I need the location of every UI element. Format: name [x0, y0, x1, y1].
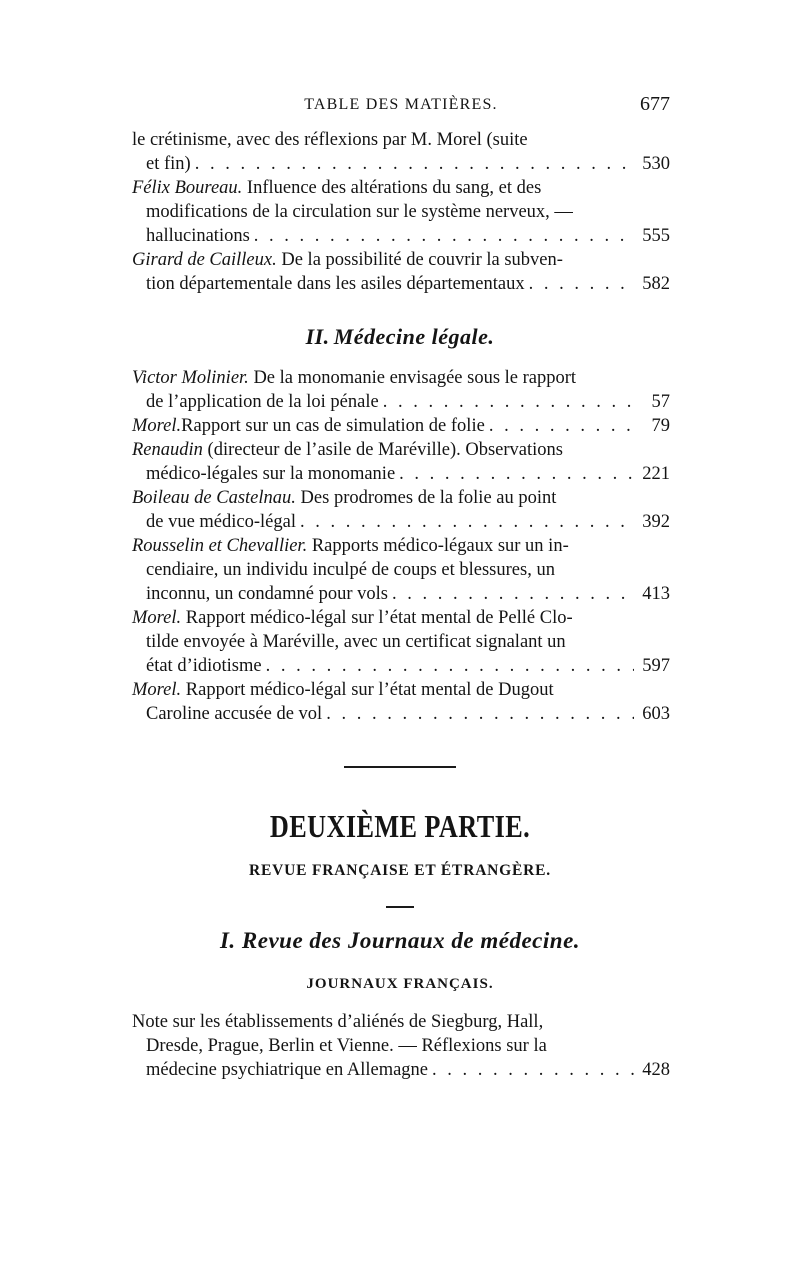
toc-entry — [132, 176, 670, 248]
entry-page: 597 — [642, 656, 670, 676]
entry-author: Boileau de Castelnau. — [132, 488, 296, 508]
leader-dots — [383, 390, 634, 414]
entry-page: 392 — [642, 512, 670, 532]
page-number: 677 — [640, 93, 670, 115]
entry-page: 221 — [642, 464, 670, 484]
toc-entry — [132, 534, 670, 606]
part-subtitle: REVUE FRANÇAISE ET ÉTRANGÈRE. — [249, 862, 551, 879]
toc-entry — [132, 438, 670, 486]
entry-title-end: Caroline accusée de vol — [146, 704, 323, 724]
entry-author: Morel. — [132, 680, 182, 700]
entry-line: Dresde, Prague, Berlin et Vienne. — Réflexions sur la — [146, 1036, 547, 1056]
section-title: I. Revue des Journaux de médecine. — [219, 928, 581, 953]
entry-title-end: état d’idiotisme — [146, 656, 262, 676]
entry-text: Rapport médico-légal sur l’état mental de Pellé Clo- — [181, 608, 573, 628]
leader-dots — [254, 224, 634, 248]
toc-entry — [132, 128, 670, 176]
entry-page: 603 — [642, 704, 670, 724]
entry-title-end: inconnu, un condamné pour vols — [146, 584, 388, 604]
entry-text: (directeur de l’asile de Maréville). Observations — [202, 440, 563, 460]
leader-dots — [392, 582, 634, 606]
entry-page: 413 — [642, 584, 670, 604]
toc-entry — [132, 606, 670, 678]
entry-page: 530 — [642, 154, 670, 174]
section-heading-revue — [0, 928, 800, 954]
entry-text: De la monomanie envisagée sous le rapport — [248, 368, 577, 388]
entry-line: cendiaire, un individu inculpé de coups et blessures, un — [146, 560, 555, 580]
entry-line: le crétinisme, avec des réflexions par M. Morel (suite — [132, 130, 528, 150]
toc-entry — [132, 414, 670, 438]
entry-author: Victor Molinier. — [132, 368, 249, 388]
section-number: II. — [305, 324, 330, 349]
leader-dots — [432, 1058, 634, 1082]
toc-entry — [132, 1010, 670, 1082]
divider-rule — [344, 766, 456, 768]
entry-line: Note sur les établissements d’aliénés de Siegburg, Hall, — [132, 1012, 544, 1032]
entry-title-end: et fin) — [146, 154, 191, 174]
entry-author: Rousselin et Chevallier. — [132, 536, 308, 556]
toc-entry — [132, 366, 670, 414]
entry-text: Rapport médico-légal sur l’état mental de Dugout — [181, 680, 554, 700]
section-title: Médecine légale. — [333, 324, 495, 349]
entry-line: tilde envoyée à Maréville, avec un certificat signalant un — [146, 632, 566, 652]
entry-text: Influence des altérations du sang, et des — [242, 178, 542, 198]
entry-text: Des prodromes de la folie au point — [295, 488, 557, 508]
entry-text: Rapports médico-légaux sur un in- — [307, 536, 569, 556]
section-heading-medecine-legale — [0, 324, 800, 350]
leader-dots — [489, 414, 634, 438]
toc-block-2 — [132, 366, 670, 726]
entry-page: 555 — [642, 226, 670, 246]
subsection-heading: JOURNAUX FRANÇAIS. — [306, 976, 494, 992]
toc-entry — [132, 678, 670, 726]
running-header — [132, 93, 670, 122]
entry-title-end: Rapport sur un cas de simulation de folie — [181, 416, 485, 436]
entry-page: 428 — [642, 1060, 670, 1080]
leader-dots — [326, 702, 634, 726]
entry-page: 582 — [642, 274, 670, 294]
entry-title-end: de vue médico-légal — [146, 512, 296, 532]
part-title: DEUXIÈME PARTIE. — [269, 808, 531, 844]
running-title: TABLE DES MATIÈRES. — [304, 96, 498, 113]
entry-author: Félix Boureau. — [132, 178, 243, 198]
entry-author: Morel. — [132, 416, 182, 436]
short-divider — [386, 906, 414, 908]
leader-dots — [266, 654, 634, 678]
toc-block-3 — [132, 1010, 670, 1082]
leader-dots — [300, 510, 634, 534]
entry-author: Morel. — [132, 608, 182, 628]
toc-entry — [132, 248, 670, 296]
entry-author: Girard de Cailleux. — [132, 250, 277, 270]
entry-page: 57 — [651, 392, 670, 412]
entry-text: De la possibilité de couvrir la subven- — [276, 250, 563, 270]
entry-title-end: médecine psychiatrique en Allemagne — [146, 1060, 429, 1080]
leader-dots — [195, 152, 634, 176]
entry-title-end: médico-légales sur la monomanie — [146, 464, 396, 484]
toc-entry — [132, 486, 670, 534]
entry-page: 79 — [651, 416, 670, 436]
entry-author: Renaudin — [132, 440, 203, 460]
toc-block-1 — [132, 128, 670, 296]
leader-dots — [529, 272, 634, 296]
entry-title-end: hallucinations — [146, 226, 250, 246]
entry-title-end: tion départementale dans les asiles départementaux — [146, 274, 525, 294]
entry-line: modifications de la circulation sur le système nerveux, — — [146, 202, 573, 222]
leader-dots — [399, 462, 634, 486]
entry-title-end: de l’application de la loi pénale — [146, 392, 379, 412]
